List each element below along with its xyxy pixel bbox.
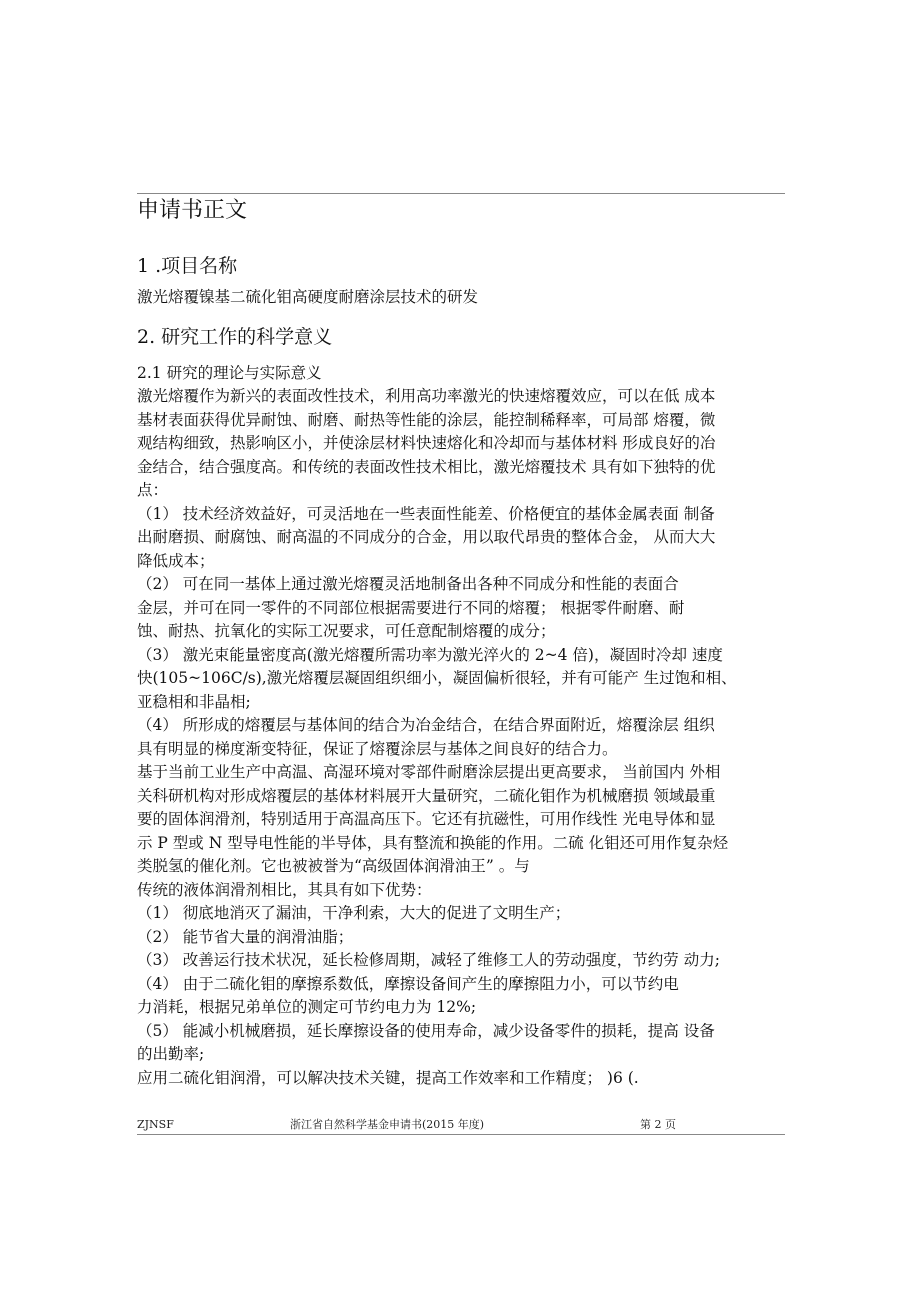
body-line: 蚀、耐热、抗氧化的实际工况要求，可任意配制熔覆的成分； bbox=[137, 622, 556, 640]
body-line: 的出勤率; bbox=[137, 1045, 205, 1063]
body-line: 类脱氢的催化剂。它也被被誉为“高级固体润滑油王” 。与 bbox=[137, 857, 530, 875]
body-line: 亚稳相和非晶相; bbox=[137, 692, 251, 711]
body-line: 基于当前工业生产中高温、高湿环境对零部件耐磨涂层提出更高要求， 当前国内 外相 bbox=[137, 763, 721, 781]
body-line: 激光熔覆作为新兴的表面改性技术，利用高功率激光的快速熔覆效应，可以在低 成本 bbox=[137, 387, 716, 405]
body-line: 力消耗，根据兄弟单位的测定可节约电力为 12%; bbox=[137, 998, 477, 1016]
section-heading-project-name: 1 .项目名称 bbox=[137, 255, 238, 277]
body-line: 关科研机构对形成熔覆层的基体材料展开大量研究，二硫化钼作为机械磨损 领域最重 bbox=[137, 786, 716, 805]
body-line: （2） 能节省大量的润滑油脂； bbox=[137, 927, 354, 946]
body-line: 金结合，结合强度高。和传统的表面改性技术相比，激光熔覆技术 具有如下独特的优 bbox=[137, 457, 716, 476]
body-line: 降低成本； bbox=[137, 551, 215, 570]
body-line: （1） 彻底地消灭了漏油，干净利索，大大的促进了文明生产； bbox=[137, 904, 571, 922]
body-line: 传统的液体润滑剂相比，其具有如下优势： bbox=[137, 880, 432, 899]
body-line: （4） 由于二硫化钼的摩擦系数低，摩擦设备间产生的摩擦阻力小，可以节约电 bbox=[137, 974, 679, 993]
body-text bbox=[137, 385, 787, 1090]
body-line: 要的固体润滑剂，特别适用于高温高压下。它还有抗磁性，可用作线性 光电导体和显 bbox=[137, 810, 716, 828]
footer-left: ZJNSF bbox=[137, 1118, 174, 1131]
body-line: （5） 能减小机械磨损，延长摩擦设备的使用寿命，减少设备零件的损耗，提高 设备 bbox=[137, 1021, 715, 1040]
body-line: 点： bbox=[137, 481, 169, 499]
body-line: （4） 所形成的熔覆层与基体间的结合为冶金结合，在结合界面附近，熔覆涂层 组织 bbox=[137, 716, 715, 734]
section-heading-significance: 2. 研究工作的科学意义 bbox=[137, 326, 333, 348]
body-line: （3） 激光束能量密度高(激光熔覆所需功率为激光淬火的 2~4 倍)，凝固时冷却 速度 bbox=[137, 645, 723, 664]
body-line: （3） 改善运行技术状况，延长检修周期，减轻了维修工人的劳动强度，节约劳 动力; bbox=[137, 951, 720, 969]
header-divider bbox=[137, 193, 785, 194]
body-line: （2） 可在同一基体上通过激光熔覆灵活地制备出各种不同成分和性能的表面合 bbox=[137, 575, 679, 593]
body-line: 出耐磨损、耐腐蚀、耐高温的不同成分的合金，用以取代昂贵的整体合金， 从而大大 bbox=[137, 528, 716, 546]
body-line: 应用二硫化钼润滑，可以解决技术关键，提高工作效率和工作精度； )6 (. bbox=[137, 1068, 639, 1087]
body-line: 基材表面获得优异耐蚀、耐磨、耐热等性能的涂层，能控制稀释率，可局部 熔覆，微 bbox=[137, 410, 716, 429]
project-name-text: 激光熔覆镍基二硫化钼高硬度耐磨涂层技术的研发 bbox=[137, 288, 479, 306]
body-line: 示 P 型或 N 型导电性能的半导体，具有整流和换能的作用。二硫 化钼还可用作复杂烃 bbox=[137, 833, 729, 852]
body-line: 金层，并可在同一零件的不同部位根据需要进行不同的熔覆； 根据零件耐磨、耐 bbox=[137, 598, 685, 617]
subsection-heading: 2.1 研究的理论与实际意义 bbox=[137, 364, 322, 382]
footer-divider bbox=[137, 1134, 785, 1135]
body-line: 具有明显的梯度渐变特征，保证了熔覆涂层与基体之间良好的结合力。 bbox=[137, 739, 618, 758]
page-title: 申请书正文 bbox=[137, 198, 248, 223]
body-line: 快(105~106C/s),激光熔覆层凝固组织细小，凝固偏析很轻，并有可能产 生过饱和相、 bbox=[137, 669, 737, 687]
body-line: （1） 技术经济效益好，可灵活地在一些表面性能差、价格便宜的基体金属表面 制备 bbox=[137, 504, 715, 523]
footer-page-number: 第 2 页 bbox=[640, 1118, 676, 1131]
footer-center: 浙江省自然科学基金申请书(2015 年度) bbox=[290, 1118, 485, 1131]
body-line: 观结构细致，热影响区小，并使涂层材料快速熔化和冷却而与基体材料 形成良好的冶 bbox=[137, 434, 716, 452]
